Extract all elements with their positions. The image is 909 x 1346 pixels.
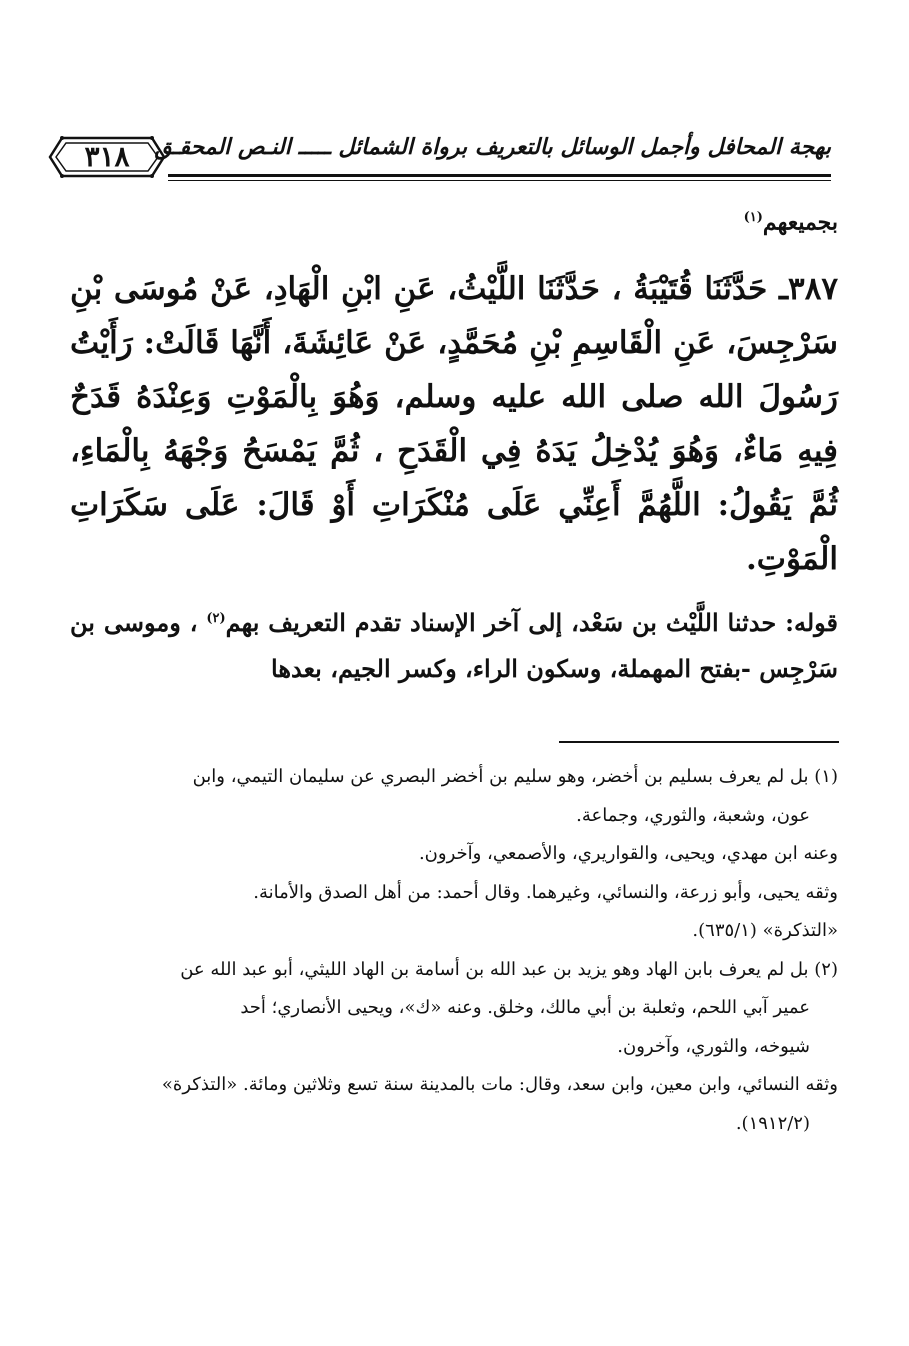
footnote-1-line-2: عون، وشعبة، والثوري، وجماعة. (576, 804, 810, 826)
continuation-line (70, 200, 838, 240)
footnote-1-line-3: وعنه ابن مهدي، ويحيى، والقواريري، والأصمعي، وآخرون. (418, 843, 838, 864)
footnote-1-line-5: «التذكرة» (٦٣٥/١). (692, 920, 838, 941)
footnote-2-line-4: وثقه النسائي، وابن معين، وابن سعد، وقال: مات بالمدينة سنة تسع وثلاثين ومائة. «التذكرة» (161, 1074, 838, 1095)
footnotes (70, 758, 838, 1143)
page-number: ٣١٨ (84, 140, 130, 173)
hadith-paragraph: ٣٨٧ـ حَدَّثَنَا قُتَيْبَةُ ، حَدَّثَنَا اللَّيْثُ، عَنِ ابْنِ الْهَادِ، عَنْ مُوسَى بْنِ سَرْجِسَ، عَنِ الْقَاسِمِ بْنِ مُحَمَّدٍ، عَنْ عَائِشَةَ، أَنَّهَا قَالَتْ: رَأَيْتُ رَسُولَ الله صلى الله عليه وسلم، وَهُوَ بِالْمَوْتِ وَعِنْدَهُ قَدَحٌ فِيهِ مَاءٌ، وَهُوَ يُدْخِلُ يَدَهُ فِي الْقَدَحِ ، ثُمَّ يَمْسَحُ وَجْهَهُ بِالْمَاءِ، ثُمَّ يَقُولُ: اللَّهُمَّ أَعِنِّي عَلَى مُنْكَرَاتِ أَوْ قَالَ: عَلَى سَكَرَاتِ الْمَوْتِ. (70, 271, 838, 578)
main-text (70, 200, 838, 692)
footnote-2-line-3: شيوخه، والثوري، وآخرون. (617, 1035, 810, 1057)
page-header (48, 128, 831, 186)
footnote-1-line-1: (١) بل لم يعرف بسليم بن أخضر، وهو سليم بن أخضر البصري عن سليمان التيمي، وابن (192, 766, 838, 787)
commentary-text-2: ، وموسى بن سَرْجِس -بفتح المهملة، وسكون الراء، وكسر الجيم، بعدها (70, 608, 838, 684)
footnote-2-line-2: عمير آبي اللحم، وثعلبة بن أبي مالك، وخلق. وعنه «ك»، ويحيى الأنصاري؛ أحد (240, 997, 810, 1018)
commentary-text-1: قوله: حدثنا اللَّيْث بن سَعْد، إلى آخر الإسناد تقدم التعريف بهم (225, 608, 838, 638)
running-title: بهجة المحافل وأجمل الوسائل بالتعريف برواة الشمائل ـــــ النـص المحقـق (154, 134, 831, 160)
header-rule (168, 174, 831, 177)
footnote-separator (559, 741, 839, 743)
header-rule-thin (168, 180, 831, 181)
commentary-paragraph (70, 596, 838, 692)
footnote-2-line-5: (١٩١٢/٢). (735, 1112, 810, 1134)
footnote-marker-1[interactable]: (١) (743, 210, 763, 225)
footnote-1-line-4: وثقه يحيى، وأبو زرعة، والنسائي، وغيرهما. وقال أحمد: من أهل الصدق والأمانة. (253, 881, 838, 903)
continuation-text: بجميعهم (762, 209, 838, 236)
footnote-marker-2[interactable]: (٢) (206, 611, 226, 627)
footnote-2-line-1: (٢) بل لم يعرف بابن الهاد وهو يزيد بن عبد الله بن أسامة بن الهاد الليثي، أبو عبد الله عن (180, 958, 838, 980)
page-number-badge (48, 132, 166, 182)
